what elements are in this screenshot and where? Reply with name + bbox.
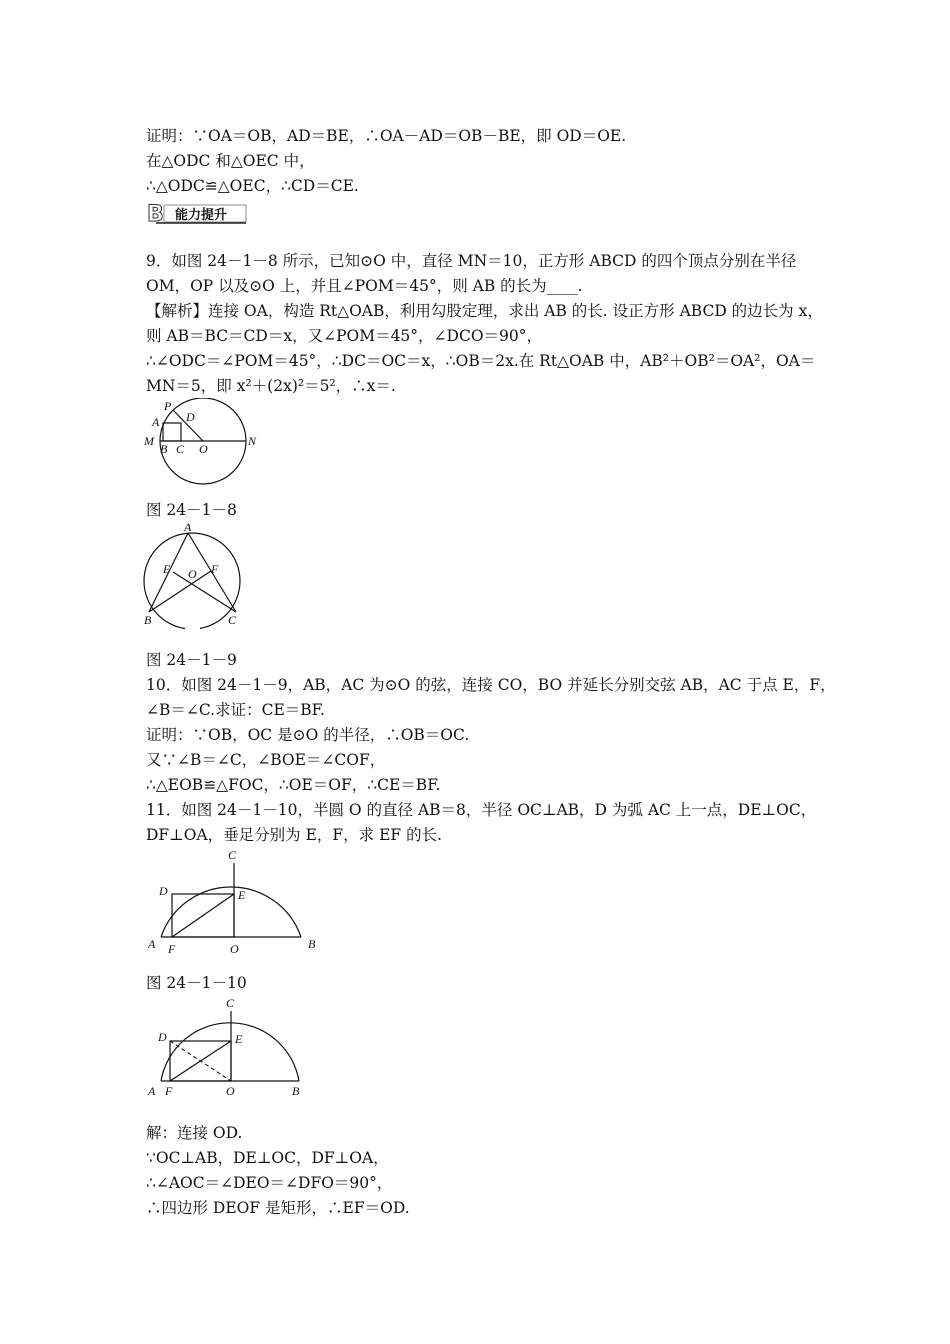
caption-24-1-9: 图 24－1－9 [146, 651, 237, 669]
solution-line-3: ∴∠AOC＝∠DEO＝∠DFO＝90°， [146, 1174, 393, 1192]
section-badge [146, 201, 248, 225]
figure-24-1-10-solution [140, 993, 325, 1103]
fig9-label-O: O [188, 567, 197, 581]
badge-letter: B [147, 202, 164, 225]
solution-line-2: ∵OC⊥AB，DE⊥OC，DF⊥OA， [146, 1149, 389, 1167]
q10-line-1: 10．如图 24－1－9，AB，AC 为⊙O 的弦，连接 CO，BO 并延长分别交弦 AB，AC 于点 E，F， [146, 676, 836, 694]
q10-proof-3: ∴△EOB≌△FOC，∴OE＝OF，∴CE＝BF. [146, 776, 441, 794]
q10-line-2: ∠B＝∠C.求证：CE＝BF. [146, 701, 325, 719]
fig9-label-E: E [163, 562, 171, 576]
fig10-label-B: B [308, 937, 316, 951]
solution-line-1: 解：连接 OD. [146, 1124, 243, 1142]
fig10b-label-F: F [165, 1084, 173, 1098]
badge-text: 能力提升 [175, 208, 228, 223]
q11-line-1: 11．如图 24－1－10，半圆 O 的直径 AB＝8，半径 OC⊥AB，D 为弧 AC 上一点，DE⊥OC， [146, 801, 817, 819]
q9-analysis-3: ∴∠ODC＝∠POM＝45°，∴DC＝OC＝x，∴OB＝2x.在 Rt△OAB 中，AB²＋OB²＝OA²，OA＝ [146, 352, 816, 370]
solution-line-4: ∴四边形 DEOF 是矩形，∴EF＝OD. [146, 1199, 410, 1217]
q11-line-2: DF⊥OA，垂足分别为 E，F，求 EF 的长. [146, 826, 443, 844]
q9-line-2: OM，OP 以及⊙O 上，并且∠POM＝45°，则 AB 的长为____. [146, 277, 583, 295]
fig8-label-P: P [164, 399, 172, 413]
fig8-label-M: M [144, 434, 154, 448]
proof-line-3: ∴△ODC≌△OEC，∴CD＝CE. [146, 177, 359, 195]
fig9-label-F: F [211, 562, 219, 576]
q9-analysis-4: MN＝5，即 x²＋(2x)²＝5²，∴x＝. [146, 377, 396, 395]
fig9-label-A: A [184, 520, 192, 534]
q9-analysis-1: 【解析】连接 OA，构造 Rt△OAB，利用勾股定理，求出 AB 的长. 设正方形 ABCD 的边长为 x， [146, 302, 823, 320]
figure-24-1-8 [140, 398, 270, 490]
fig10b-label-C: C [226, 996, 235, 1010]
fig10-label-F: F [168, 942, 176, 956]
fig10b-label-E: E [235, 1032, 243, 1046]
figure-24-1-9 [140, 520, 250, 635]
fig8-label-N: N [248, 434, 257, 448]
proof-line-2: 在△ODC 和△OEC 中， [146, 152, 315, 170]
caption-24-1-8: 图 24－1－8 [146, 501, 237, 519]
fig8-label-C: C [176, 442, 185, 456]
fig10b-label-A: A [148, 1084, 156, 1098]
fig10-label-A: A [148, 937, 156, 951]
fig8-label-D: D [186, 410, 195, 424]
q10-proof-1: 证明：∵OB，OC 是⊙O 的半径，∴OB＝OC. [146, 726, 470, 744]
q9-analysis-2: 则 AB＝BC＝CD＝x，又∠POM＝45°，∠DCO＝90°， [146, 327, 542, 345]
q9-line-1: 9．如图 24－1－8 所示，已知⊙O 中，直径 MN＝10，正方形 ABCD 的四个顶点分别在半径 [146, 252, 797, 270]
fig10-label-C: C [228, 848, 237, 862]
figure-24-1-10 [140, 845, 325, 960]
fig10b-label-D: D [158, 1030, 167, 1044]
fig10-label-E: E [238, 888, 246, 902]
q10-proof-2: 又∵∠B＝∠C，∠BOE＝∠COF， [146, 751, 386, 769]
fig10b-label-O: O [226, 1084, 235, 1098]
fig9-label-C: C [228, 613, 237, 627]
fig10-label-O: O [230, 942, 239, 956]
proof-line-1: 证明：∵OA＝OB，AD＝BE，∴OA－AD＝OB－BE，即 OD＝OE. [146, 127, 627, 145]
fig8-label-A: A [152, 415, 160, 429]
fig8-label-O: O [199, 442, 208, 456]
fig10b-label-B: B [292, 1084, 300, 1098]
fig8-label-B: B [160, 442, 168, 456]
fig10-label-D: D [159, 884, 168, 898]
caption-24-1-10: 图 24－1－10 [146, 974, 247, 992]
fig9-label-B: B [144, 613, 152, 627]
